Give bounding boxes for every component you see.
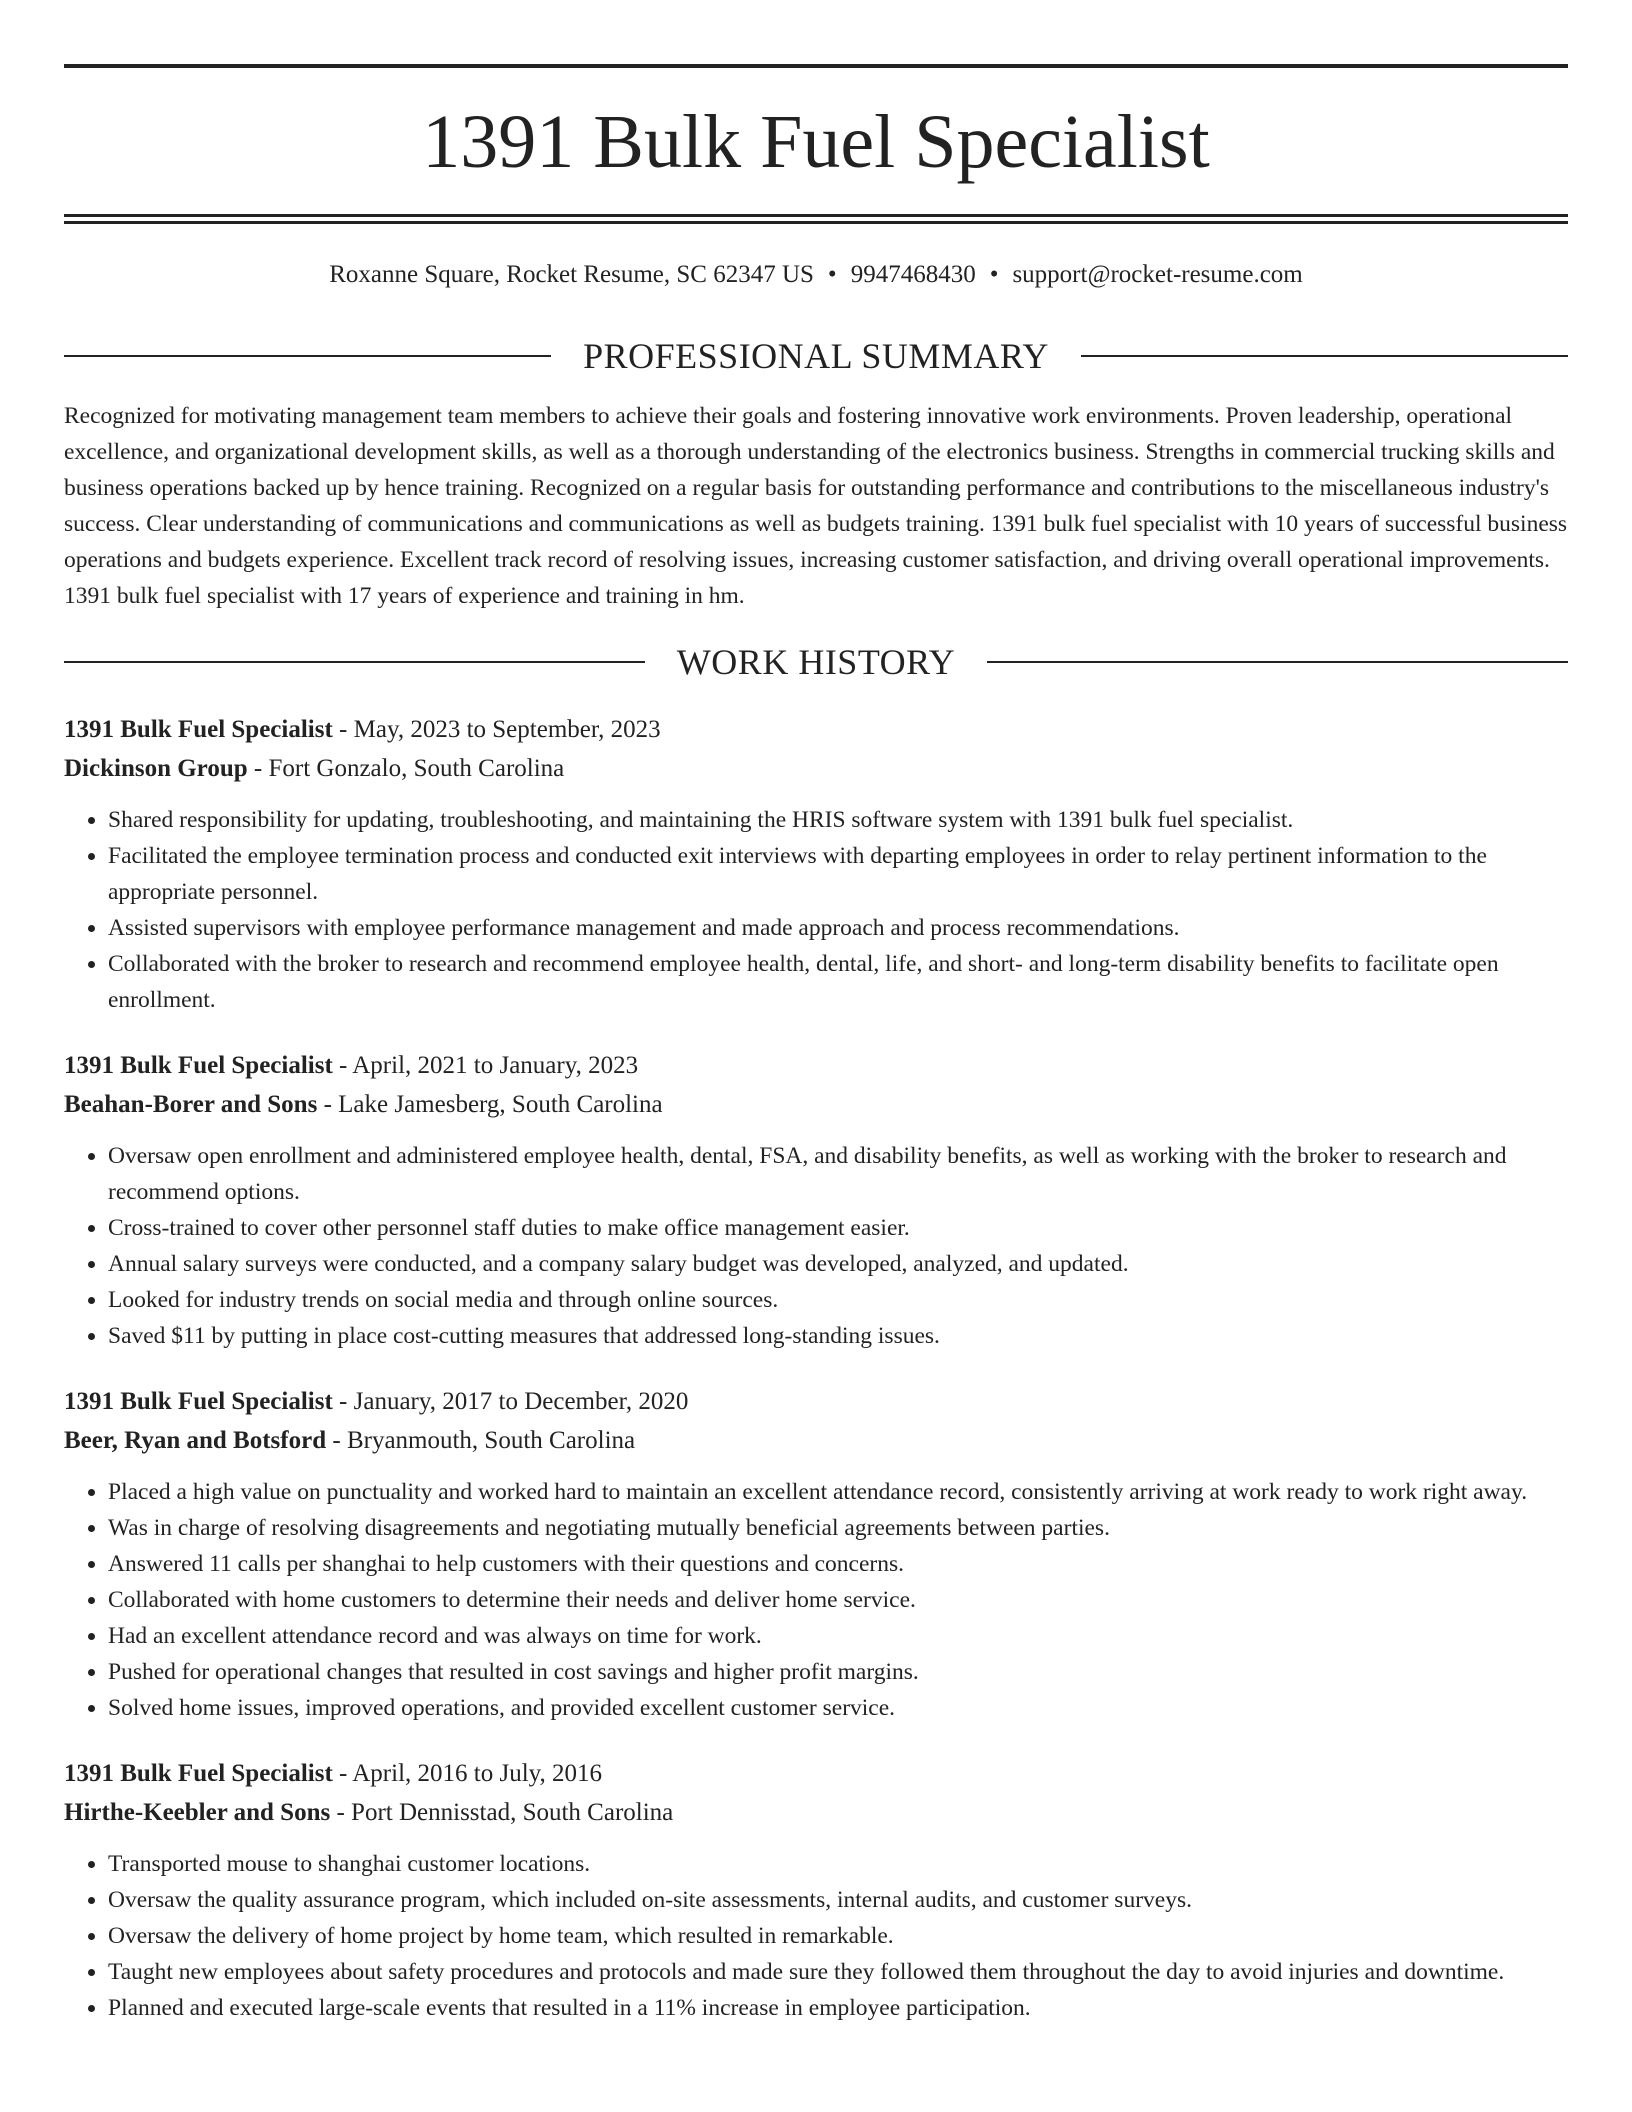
job-title: 1391 Bulk Fuel Specialist (64, 716, 333, 743)
job-bullet: • Oversaw the quality assurance program, which included on-site assessments, internal audits, and customer surveys. (108, 1882, 1568, 1918)
contact-separator: • (827, 261, 837, 288)
job-bullet: • Transported mouse to shanghai customer locations. (108, 1846, 1568, 1882)
section-rule-left (64, 661, 645, 663)
job-location: Port Dennisstad, South Carolina (351, 1799, 674, 1826)
job-company-line (64, 749, 1568, 788)
job-bullet: • Oversaw open enrollment and administered employee health, dental, FSA, and disability benefits, as well as working with the broker to research and recommend options. (108, 1138, 1568, 1210)
work-heading: WORK HISTORY (676, 642, 956, 682)
job-dash: - (326, 1427, 347, 1454)
job-bullet: • Pushed for operational changes that resulted in cost savings and higher profit margins. (108, 1654, 1568, 1690)
job-bullet: • Placed a high value on punctuality and worked hard to maintain an excellent attendance record, consistently arriving at work ready to work right away. (108, 1474, 1568, 1510)
job-bullet: • Oversaw the delivery of home project by home team, which resulted in remarkable. (108, 1918, 1568, 1954)
section-rule-right (987, 661, 1568, 663)
job-bullet: • Collaborated with home customers to determine their needs and deliver home service. (108, 1582, 1568, 1618)
job-dates: April, 2021 to January, 2023 (352, 1052, 639, 1079)
job-dash: - (332, 1760, 353, 1787)
job-dash: - (332, 716, 354, 743)
job-bullet: • Assisted supervisors with employee performance management and made approach and process recommendations. (108, 910, 1568, 946)
job-title: 1391 Bulk Fuel Specialist (64, 1388, 333, 1415)
job-title-line (64, 1046, 1568, 1085)
job-bullets (64, 802, 1568, 1018)
job-bullet: • Solved home issues, improved operations, and provided excellent customer service. (108, 1690, 1568, 1726)
job-title: 1391 Bulk Fuel Specialist (64, 1760, 333, 1787)
section-rule-right (1081, 355, 1568, 357)
summary-section-header (64, 338, 1568, 374)
job-company-line (64, 1793, 1568, 1832)
job-bullets (64, 1138, 1568, 1354)
job-bullet: • Annual salary surveys were conducted, and a company salary budget was developed, analyzed, and updated. (108, 1246, 1568, 1282)
job-entry (64, 1046, 1568, 1354)
job-bullet: • Taught new employees about safety procedures and protocols and made sure they followed them throughout the day to avoid injuries and downtime. (108, 1954, 1568, 1990)
contact-email[interactable]: support@rocket-resume.com (1012, 261, 1303, 288)
job-entry (64, 710, 1568, 1018)
top-rule (64, 64, 1568, 68)
job-bullet: • Facilitated the employee termination process and conducted exit interviews with departing employees in order to relay pertinent information to the appropriate personnel. (108, 838, 1568, 910)
job-bullet: • Had an excellent attendance record and was always on time for work. (108, 1618, 1568, 1654)
job-bullet: • Was in charge of resolving disagreements and negotiating mutually beneficial agreements between parties. (108, 1510, 1568, 1546)
job-company: Beer, Ryan and Botsford (64, 1427, 327, 1454)
job-entry (64, 1382, 1568, 1726)
contact-line (64, 260, 1568, 290)
summary-text: Recognized for motivating management team members to achieve their goals and fostering innovative work environments. Proven leadership, operational excellence, and organizational development skills, as well as a thorough understanding of the electronics business. Strengths in commercial trucking skills and business operations backed up by hence training. Recognized on a regular basis for outstanding performance and contributions to the miscellaneous industry's success. Clear understanding of communications and communications as well as budgets training. 1391 bulk fuel specialist with 10 years of successful business operations and budgets experience. Excellent track record of resolving issues, increasing customer satisfaction, and driving overall operational improvements. 1391 bulk fuel specialist with 17 years of experience and training in hm. (64, 403, 1568, 609)
resume-title: 1391 Bulk Fuel Specialist (422, 100, 1210, 184)
job-location: Fort Gonzalo, South Carolina (268, 755, 565, 782)
job-bullet: • Answered 11 calls per shanghai to help customers with their questions and concerns. (108, 1546, 1568, 1582)
title-double-rule (64, 214, 1568, 224)
work-section-header (64, 644, 1568, 680)
job-dash: - (317, 1091, 339, 1118)
job-company-line (64, 1085, 1568, 1124)
job-dash: - (332, 1388, 354, 1415)
job-title-line (64, 1754, 1568, 1793)
job-bullets (64, 1846, 1568, 2026)
job-bullet: • Shared responsibility for updating, troubleshooting, and maintaining the HRIS software system with 1391 bulk fuel specialist. (108, 802, 1568, 838)
section-rule-left (64, 355, 551, 357)
contact-address: Roxanne Square, Rocket Resume, SC 62347 US (329, 261, 814, 288)
contact-separator: • (989, 261, 999, 288)
job-company: Beahan-Borer and Sons (64, 1091, 318, 1118)
contact-phone[interactable]: 9947468430 (850, 261, 976, 288)
job-dates: January, 2017 to December, 2020 (353, 1388, 689, 1415)
job-dates: May, 2023 to September, 2023 (353, 716, 661, 743)
job-entry (64, 1754, 1568, 2026)
job-company-line (64, 1421, 1568, 1460)
job-title-line (64, 1382, 1568, 1421)
job-bullet: • Collaborated with the broker to research and recommend employee health, dental, life, and short- and long-term disability benefits to facilitate open enrollment. (108, 946, 1568, 1018)
job-dash: - (332, 1052, 353, 1079)
job-bullet: • Planned and executed large-scale events that resulted in a 11% increase in employee participation. (108, 1990, 1568, 2026)
job-bullets (64, 1474, 1568, 1726)
job-company: Hirthe-Keebler and Sons (64, 1799, 331, 1826)
job-title-line (64, 710, 1568, 749)
job-company: Dickinson Group (64, 755, 248, 782)
job-dash: - (247, 755, 269, 782)
job-bullet: • Cross-trained to cover other personnel staff duties to make office management easier. (108, 1210, 1568, 1246)
job-dates: April, 2016 to July, 2016 (352, 1760, 603, 1787)
job-bullet: • Saved $11 by putting in place cost-cutting measures that addressed long-standing issues. (108, 1318, 1568, 1354)
work-history-list (64, 710, 1568, 2026)
job-title: 1391 Bulk Fuel Specialist (64, 1052, 333, 1079)
job-location: Lake Jamesberg, South Carolina (338, 1091, 663, 1118)
job-dash: - (330, 1799, 352, 1826)
job-bullet: • Looked for industry trends on social media and through online sources. (108, 1282, 1568, 1318)
summary-heading: PROFESSIONAL SUMMARY (583, 336, 1049, 376)
job-location: Bryanmouth, South Carolina (346, 1427, 636, 1454)
